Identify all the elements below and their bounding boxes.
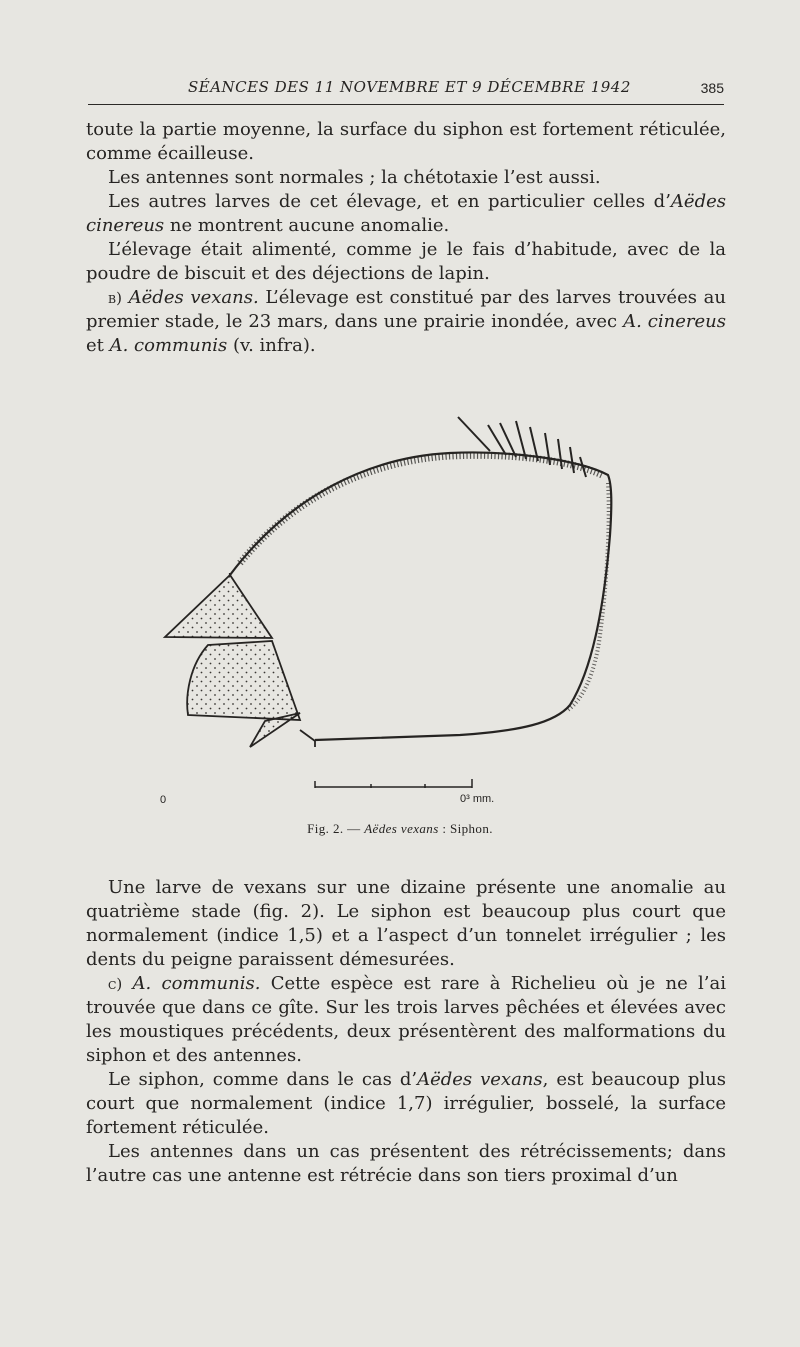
paragraph-text: Cette espèce est rare à Richelieu où je ne l’ai trouvée que dans ce gîte. Sur les trois larves pêchées et élevées avec les moustiques précédents, deux présentèrent des malformations du siphon et des antennes. [86,973,727,1066]
paragraph-text: , est beaucoup plus court que normalement (indice 1,7) irrégulier, bosselé, la surface fortement réticulée. [86,1069,726,1138]
species-name: A. communis [109,335,228,356]
running-title: SÉANCES DES 11 NOVEMBRE ET 9 DÉCEMBRE 1942 [188,78,631,96]
pecten-tooth [187,641,300,720]
paragraph [86,118,726,166]
paragraph-text: et [86,335,110,356]
caption-species: Aëdes vexans [364,821,439,836]
siphon-base [300,730,315,747]
paragraph [86,238,726,286]
figure-caption [0,821,800,837]
siphon-setae [458,417,586,477]
species-name: Aëdes cinereus [86,191,726,236]
pecten-tooth [165,575,272,638]
scale-zero-label: 0 [160,794,167,806]
species-name: Aëdes vexans. [121,287,259,308]
running-header [88,78,724,105]
section-letter: b) [108,289,122,307]
page-number: 385 [700,80,724,96]
scale-unit-label: 0³ mm. [460,793,495,805]
body-text-top [86,118,726,358]
paragraph-text: Les antennes dans un cas présentent des rétrécissements; dans l’autre cas une antenne est rétrécie dans son tiers proximal d’un [86,1141,726,1186]
paragraph [86,166,726,190]
paragraph [86,1068,726,1140]
paragraph-text: toute la partie moyenne, la surface du siphon est fortement réticulée, comme écailleuse. [86,119,726,164]
paragraph-text: ne montrent aucune anomalie. [164,215,450,236]
paragraph-text: Les antennes sont normales ; la chétotaxie l’est aussi. [108,167,601,188]
paragraph [86,876,726,972]
caption-label: Fig. 2. — [307,821,365,836]
section-letter: c) [108,975,123,993]
species-name: A. communis. [122,973,261,994]
siphon-drawing [150,405,630,825]
paragraph-text: (v. infra). [227,335,316,356]
siphon-figure [150,405,630,825]
scale-bar [315,779,472,788]
paragraph-text: Les autres larves de cet élevage, et en particulier celles d’ [108,191,671,212]
paragraph-text: Une larve de vexans sur une dizaine présente une anomalie au quatrième stade (fig. 2). Le siphon est beaucoup plus court que normalement (indice 1,5) et a l’aspect d’un tonnelet irrégulier ; les dents du peigne paraissent démesurées. [86,877,726,970]
paragraph [86,286,726,358]
paragraph-text: Le siphon, comme dans le cas d’ [108,1069,418,1090]
paragraph-text: L’élevage est constitué par des larves trouvées au premier stade, le 23 mars, dans une prairie inondée, avec [86,287,726,332]
body-text-bottom [86,876,726,1188]
paragraph [86,1140,726,1188]
species-name: A. cinereus [623,311,726,332]
species-name: Aëdes vexans [417,1069,543,1090]
caption-text: : Siphon. [438,821,493,836]
paragraph [86,972,726,1068]
paragraph-text: L’élevage était alimenté, comme je le fais d’habitude, avec de la poudre de biscuit et des déjections de lapin. [86,239,726,284]
paragraph [86,190,726,238]
